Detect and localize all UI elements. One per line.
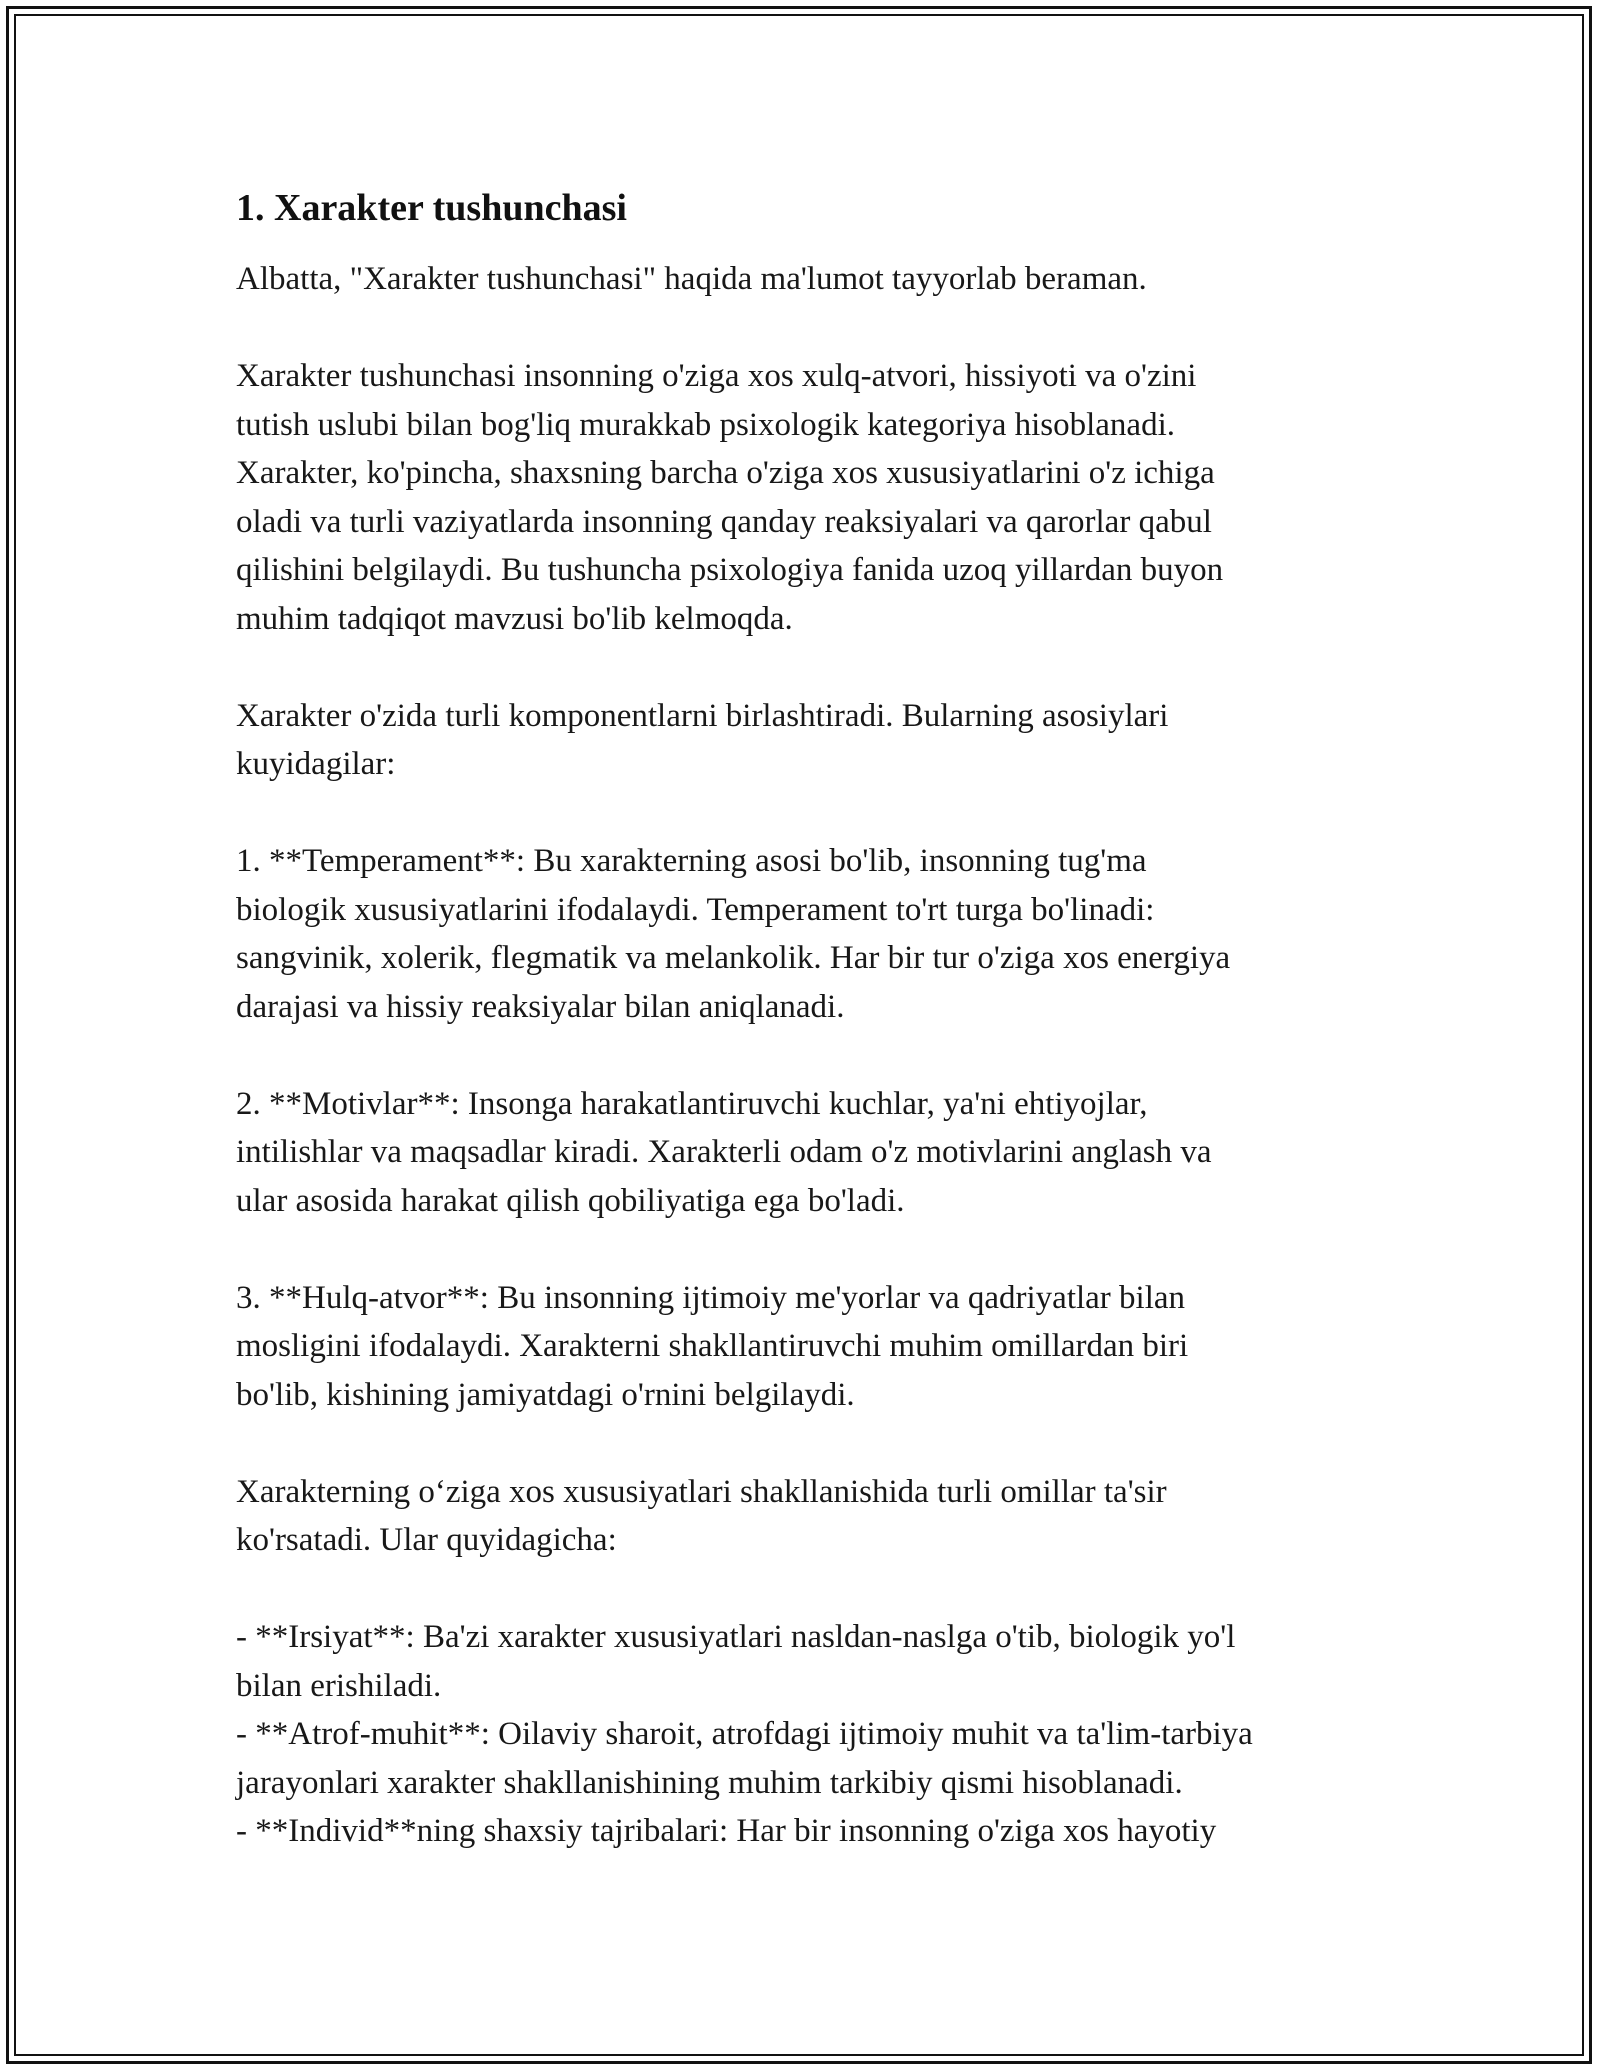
factors-list [236, 1613, 1396, 1856]
text-line: ular asosida harakat qilish qobiliyatiga ega bo'ladi. [236, 1182, 905, 1219]
factors-intro-paragraph [236, 1468, 1396, 1565]
text-line: Xarakter o'zida turli komponentlarni birlashtiradi. Bularning asosiylari [236, 697, 1169, 734]
text-line: tutish uslubi bilan bog'liq murakkab psixologik kategoriya hisoblanadi. [236, 406, 1176, 443]
list-item: - **Individ**ning shaxsiy tajribalari: Har bir insonning o'ziga xos hayotiy [236, 1813, 1217, 1849]
components-intro-paragraph [236, 692, 1396, 789]
text-line: mosligini ifodalaydi. Xarakterni shakllantiruvchi muhim omillardan biri [236, 1328, 1189, 1364]
text-line: jarayonlari xarakter shakllanishining muhim tarkibiy qismi hisoblanadi. [236, 1764, 1183, 1801]
text-line: intilishlar va maqsadlar kiradi. Xarakterli odam o'z motivlarini anglash va [236, 1134, 1212, 1170]
text-line: oladi va turli vaziyatlarda insonning qanday reaksiyalari va qarorlar qabul [236, 503, 1212, 540]
text-line: darajasi va hissiy reaksiyalar bilan aniqlanadi. [236, 988, 845, 1025]
text-line: kuyidagilar: [236, 746, 396, 782]
text-line: 1. **Temperament**: Bu xarakterning asosi bo'lib, insonning tug'ma [236, 843, 1147, 879]
document-page [236, 185, 1396, 1856]
intro-paragraph [236, 255, 1396, 304]
text-line: Xarakter, ko'pincha, shaxsning barcha o'ziga xos xususiyatlarini o'z ichiga [236, 455, 1215, 491]
definition-paragraph [236, 352, 1396, 643]
text-line: muhim tadqiqot mavzusi bo'lib kelmoqda. [236, 600, 793, 637]
list-item-temperament [236, 837, 1396, 1031]
text-line: 2. **Motivlar**: Insonga harakatlantiruvchi kuchlar, ya'ni ehtiyojlar, [236, 1085, 1148, 1122]
text-line: Xarakterning o‘ziga xos xususiyatlari shakllanishida turli omillar ta'sir [236, 1473, 1167, 1510]
text-line: 3. **Hulq-atvor**: Bu insonning ijtimoiy me'yorlar va qadriyatlar bilan [236, 1279, 1186, 1316]
section-heading: 1. Xarakter tushunchasi [236, 187, 627, 229]
text-line: Xarakter tushunchasi insonning o'ziga xos xulq-atvori, hissiyoti va o'zini [236, 358, 1197, 394]
text-line: Albatta, "Xarakter tushunchasi" haqida ma'lumot tayyorlab beraman. [236, 261, 1147, 297]
text-line: bilan erishiladi. [236, 1667, 442, 1704]
text-line: sangvinik, xolerik, flegmatik va melankolik. Har bir tur o'ziga xos energiya [236, 940, 1231, 976]
text-line: biologik xususiyatlarini ifodalaydi. Temperament to'rt turga bo'linadi: [236, 891, 1155, 928]
text-line: ko'rsatadi. Ular quyidagicha: [236, 1522, 617, 1558]
list-item: - **Irsiyat**: Ba'zi xarakter xususiyatlari nasldan-naslga o'tib, biologik yo'l [236, 1619, 1236, 1655]
list-item: - **Atrof-muhit**: Oilaviy sharoit, atrofdagi ijtimoiy muhit va ta'lim-tarbiya [236, 1716, 1253, 1752]
text-line: qilishini belgilaydi. Bu tushuncha psixologiya fanida uzoq yillardan buyon [236, 552, 1224, 588]
list-item-hulq-atvor [236, 1274, 1396, 1420]
list-item-motivlar [236, 1080, 1396, 1226]
text-line: bo'lib, kishining jamiyatdagi o'rnini belgilaydi. [236, 1376, 855, 1413]
